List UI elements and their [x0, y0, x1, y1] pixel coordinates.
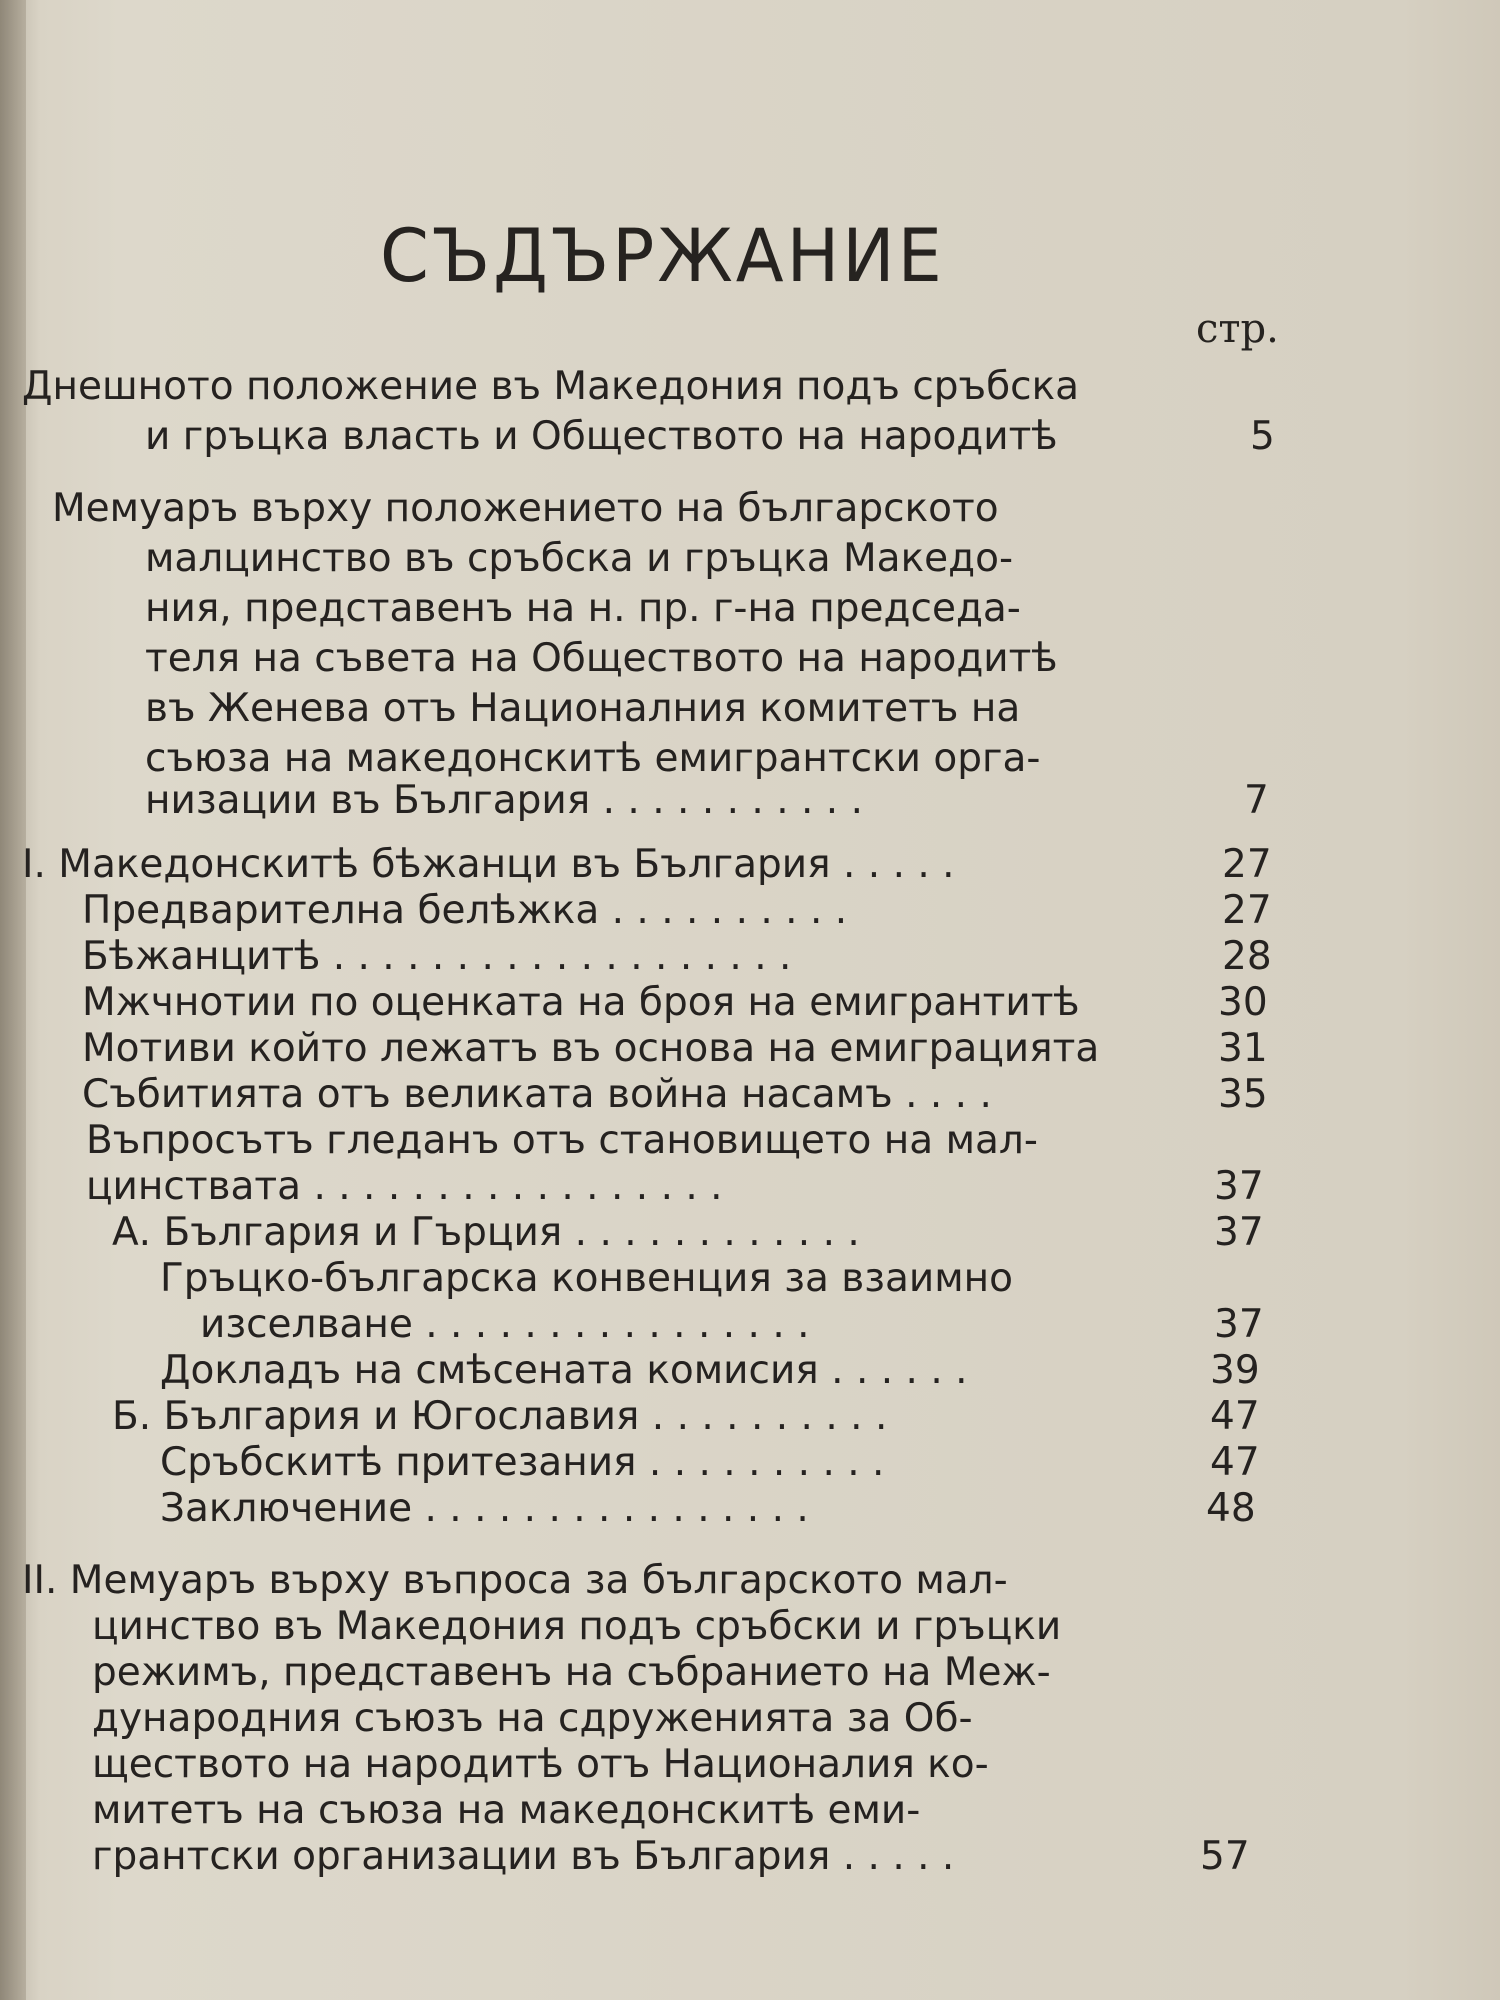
book-gutter — [0, 0, 26, 2000]
toc-line: и гръцка власть и Обществото на народитѣ — [145, 414, 1058, 459]
toc-line: Въпросътъ гледанъ отъ становището на мал- — [86, 1118, 1038, 1163]
toc-line: съюза на македонскитѣ емигрантски орга- — [145, 736, 1041, 781]
toc-line: ния, представенъ на н. пр. г-на председа- — [145, 586, 1021, 631]
toc-line: I. Македонскитѣ бѣжанци въ България . . . . . — [22, 842, 955, 887]
toc-page-number: 37 — [1214, 1210, 1264, 1255]
toc-line: Днешното положение въ Македония подъ сръбска — [22, 364, 1080, 409]
toc-page-number: 5 — [1250, 414, 1275, 459]
toc-line: малцинство въ сръбска и гръцка Македо- — [145, 536, 1014, 581]
toc-line: цинство въ Македония подъ сръбски и гръцки — [92, 1604, 1062, 1649]
toc-line: II. Мемуаръ върху въпроса за българското мал- — [22, 1558, 1008, 1603]
toc-line: А. България и Гърция . . . . . . . . . . . . — [112, 1210, 860, 1255]
toc-line: Заключение . . . . . . . . . . . . . . . . — [160, 1486, 809, 1531]
toc-line: Предварителна белѣжка . . . . . . . . . . — [82, 888, 848, 933]
page-title: СЪДЪРЖАНИЕ — [380, 212, 945, 300]
toc-line: Сръбскитѣ притезания . . . . . . . . . . — [160, 1440, 885, 1485]
toc-line: ществото на народитѣ отъ Националия ко- — [92, 1742, 989, 1787]
toc-line: Мемуаръ върху положението на българското — [52, 486, 999, 531]
toc-page-number: 27 — [1222, 888, 1272, 933]
toc-line: Мжчнотии по оценката на броя на емигрантитѣ — [82, 980, 1080, 1025]
toc-page-number: 7 — [1244, 778, 1269, 823]
toc-line: теля на съвета на Обществото на народитѣ — [145, 636, 1058, 681]
toc-page-number: 37 — [1214, 1164, 1264, 1209]
toc-line: Мотиви който лежатъ въ основа на емиграцията — [82, 1026, 1100, 1071]
toc-page-number: 47 — [1210, 1394, 1260, 1439]
toc-line: Докладъ на смѣсената комисия . . . . . . — [160, 1348, 968, 1393]
toc-page-number: 30 — [1218, 980, 1268, 1025]
toc-line: режимъ, представенъ на събранието на Меж- — [92, 1650, 1051, 1695]
toc-page-number: 31 — [1218, 1026, 1268, 1071]
toc-line: въ Женева отъ Националния комитетъ на — [145, 686, 1021, 731]
toc-line: митетъ на съюза на македонскитѣ еми- — [92, 1788, 921, 1833]
toc-line: низации въ България . . . . . . . . . . . — [145, 778, 863, 823]
toc-page-number: 27 — [1222, 842, 1272, 887]
toc-page-number: 39 — [1210, 1348, 1260, 1393]
toc-line: цинствата . . . . . . . . . . . . . . . . . — [86, 1164, 723, 1209]
toc-page-number: 57 — [1200, 1834, 1250, 1879]
toc-line: Събитията отъ великата война насамъ . . . . — [82, 1072, 992, 1117]
toc-page-number: 35 — [1218, 1072, 1268, 1117]
page-column-header: стр. — [1196, 306, 1279, 352]
toc-page-number: 37 — [1214, 1302, 1264, 1347]
toc-page-number: 28 — [1222, 934, 1272, 979]
toc-line: Бѣжанцитѣ . . . . . . . . . . . . . . . . . . . — [82, 934, 792, 979]
toc-page-number: 48 — [1206, 1486, 1256, 1531]
toc-line: Б. България и Югославия . . . . . . . . . . — [112, 1394, 888, 1439]
toc-line: изселване . . . . . . . . . . . . . . . . — [200, 1302, 810, 1347]
toc-line: дународния съюзъ на сдруженията за Об- — [92, 1696, 973, 1741]
toc-line: Гръцко-българска конвенция за взаимно — [160, 1256, 1014, 1301]
toc-page-number: 47 — [1210, 1440, 1260, 1485]
toc-line: грантски организации въ България . . . . . — [92, 1834, 955, 1879]
